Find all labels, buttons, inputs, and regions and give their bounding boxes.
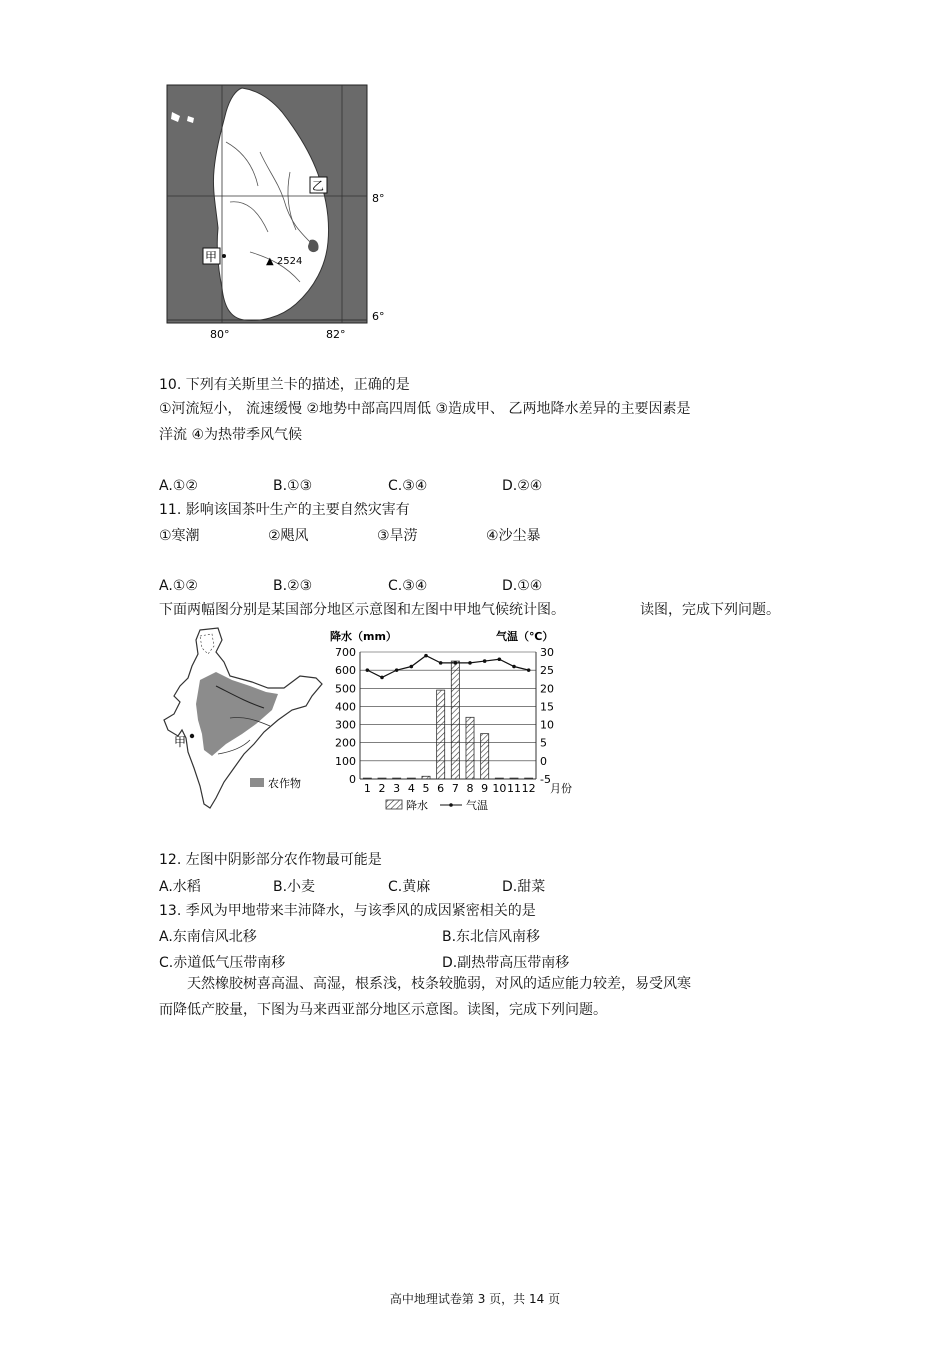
right-tick-label: 0 (540, 754, 547, 768)
q11-option-a: A.①② (159, 578, 198, 594)
temperature-point (512, 665, 516, 669)
precip-bar (363, 778, 371, 779)
precip-bar (510, 778, 518, 779)
month-tick-label: 6 (437, 782, 445, 795)
left-tick-label: 700 (335, 646, 356, 659)
intro3-line2: 而降低产胶量，下图为马来西亚部分地区示意图。读图，完成下列问题。 (159, 1002, 607, 1018)
temperature-point (424, 654, 428, 658)
left-tick-label: 300 (335, 718, 356, 732)
q10-line2: 洋流 ④为热带季风气候 (159, 427, 303, 443)
precip-bar (466, 717, 474, 779)
lon-label-80: 80° (210, 328, 230, 341)
temperature-point (366, 668, 370, 672)
q12-option-b: B.小麦 (273, 879, 316, 895)
lat-label-8: 8° (372, 192, 385, 205)
india-legend-label: 农作物 (268, 777, 301, 790)
month-tick-label: 8 (466, 782, 474, 795)
q10-line1: ①河流短小， 流速缓慢 ②地势中部高四周低 ③造成甲、 乙两地降水差异的主要因素是 (159, 401, 691, 417)
q11-item-4: ④沙尘暴 (486, 528, 541, 544)
precip-bar (495, 778, 503, 779)
right-tick-label: 30 (540, 646, 554, 659)
precip-bar (525, 778, 533, 779)
xlabel-unit: 月份 (550, 782, 572, 795)
left-tick-label: 600 (335, 664, 356, 678)
month-tick-label: 9 (481, 782, 489, 795)
month-tick-label: 4 (407, 782, 415, 795)
temperature-point (380, 676, 384, 680)
temperature-line (367, 656, 528, 678)
temperature-point (498, 657, 502, 661)
left-tick-label: 200 (335, 736, 356, 750)
temperature-point (395, 668, 399, 672)
month-tick-label: 3 (393, 782, 401, 795)
legend-bar-label: 降水 (406, 799, 428, 812)
sri-lanka-map (160, 82, 400, 344)
right-tick-label: 20 (540, 682, 554, 696)
right-tick-label: 5 (540, 736, 547, 750)
intro2-left: 下面两幅图分别是某国部分地区示意图和左图中甲地气候统计图。 (159, 602, 565, 618)
right-tick-label: -5 (540, 773, 551, 786)
precip-bar (481, 734, 489, 779)
lon-label-82: 82° (326, 328, 346, 341)
legend-line-label: 气温 (466, 799, 488, 812)
lat-label-6: 6° (372, 310, 385, 323)
q10-stem: 10. 下列有关斯里兰卡的描述，正确的是 (159, 377, 410, 393)
intro3-line1: 天然橡胶树喜高温、高湿，根系浅，枝条较脆弱，对风的适应能力较差，易受风寒 (187, 976, 691, 992)
temperature-point (454, 661, 458, 665)
q11-item-1: ①寒潮 (159, 528, 200, 544)
left-tick-label: 400 (335, 700, 356, 714)
q13-option-d: D.副热带高压带南移 (442, 955, 570, 971)
q10-option-b: B.①③ (273, 478, 313, 494)
month-tick-label: 5 (422, 782, 430, 795)
q12-option-c: C.黄麻 (388, 879, 431, 895)
right-tick-label: 25 (540, 664, 554, 678)
q13-option-c: C.赤道低气压带南移 (159, 955, 286, 971)
q11-stem: 11. 影响该国茶叶生产的主要自然灾害有 (159, 502, 410, 518)
jia-label: 甲 (205, 250, 218, 264)
month-tick-label: 11 (507, 782, 521, 795)
left-tick-label: 500 (335, 682, 356, 696)
ylabel-right: 气温（℃） (496, 630, 554, 643)
india-map (160, 626, 332, 816)
q10-option-c: C.③④ (388, 478, 428, 494)
peak-label: ▲ 2524 (266, 256, 303, 267)
q13-stem: 13. 季风为甲地带来丰沛降水，与该季风的成因紧密相关的是 (159, 903, 536, 919)
temperature-point (527, 668, 531, 672)
right-tick-label: 15 (540, 700, 554, 714)
precip-bar (437, 690, 445, 779)
month-tick-label: 7 (451, 782, 459, 795)
month-tick-label: 12 (521, 782, 536, 795)
yi-label: 乙 (312, 179, 325, 193)
precip-bar (378, 778, 386, 779)
q12-stem: 12. 左图中阴影部分农作物最可能是 (159, 852, 382, 868)
q11-item-2: ②飓风 (268, 528, 309, 544)
left-tick-label: 100 (335, 754, 356, 768)
q11-option-c: C.③④ (388, 578, 428, 594)
q13-option-b: B.东北信风南移 (442, 929, 541, 945)
q11-option-d: D.①④ (502, 578, 543, 594)
climate-chart (330, 626, 595, 820)
precip-bar (393, 778, 401, 779)
temperature-point (468, 661, 472, 665)
right-tick-label: 10 (540, 718, 554, 732)
q12-option-a: A.水稻 (159, 879, 201, 895)
q12-option-d: D.甜菜 (502, 879, 546, 895)
month-tick-label: 1 (363, 782, 371, 795)
q10-option-d: D.②④ (502, 478, 543, 494)
ylabel-left: 降水（mm） (330, 630, 397, 643)
q11-option-b: B.②③ (273, 578, 313, 594)
month-tick-label: 2 (378, 782, 386, 795)
intro2-right: 读图，完成下列问题。 (640, 602, 780, 618)
precip-bar (422, 776, 430, 779)
q10-option-a: A.①② (159, 478, 198, 494)
page-footer: 高中地理试卷第 3 页，共 14 页 (389, 1292, 561, 1306)
left-tick-label: 0 (349, 773, 356, 786)
q13-option-a: A.东南信风北移 (159, 929, 257, 945)
temperature-point (483, 659, 487, 663)
temperature-point (410, 665, 414, 669)
india-jia-label: 甲 (174, 735, 187, 749)
precip-bar (407, 778, 415, 779)
temperature-point (439, 661, 443, 665)
q11-item-3: ③旱涝 (377, 528, 418, 544)
month-tick-label: 10 (492, 782, 507, 795)
precip-bar (451, 661, 459, 779)
